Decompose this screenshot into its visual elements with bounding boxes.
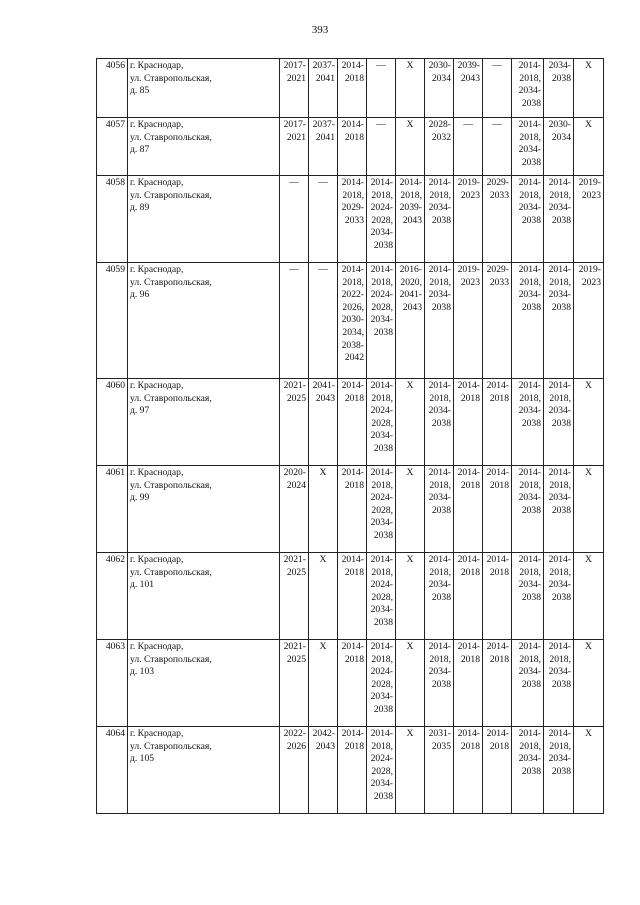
- schedule-cell-col-k: X: [574, 466, 604, 553]
- schedule-cell-col-i: 2014- 2018, 2034- 2038: [512, 263, 544, 379]
- schedule-cell-col-d: 2014- 2018, 2024- 2028, 2034- 2038: [367, 553, 396, 640]
- address-line: ул. Ставропольская,: [130, 392, 212, 404]
- address-cell: [128, 466, 280, 553]
- schedule-cell-col-b: 2037- 2041: [309, 59, 338, 118]
- schedule-cell-col-a: 2017- 2021: [280, 118, 309, 176]
- schedule-cell-col-f: 2028- 2032: [425, 118, 454, 176]
- row-number: 4062: [97, 553, 128, 640]
- schedule-cell-col-i: 2014- 2018, 2034- 2038: [512, 176, 544, 263]
- schedule-cell-col-e: X: [396, 727, 425, 814]
- address-line: ул. Ставропольская,: [130, 131, 212, 143]
- address-line: д. 101: [130, 579, 155, 591]
- schedule-cell-col-b: —: [309, 176, 338, 263]
- schedule-cell-col-c: 2014- 2018: [338, 640, 367, 727]
- schedule-cell-col-c: 2014- 2018: [338, 118, 367, 176]
- schedule-cell-col-a: —: [280, 176, 309, 263]
- schedule-cell-col-i: 2014- 2018, 2034- 2038: [512, 59, 544, 118]
- table-row: [97, 379, 604, 466]
- schedule-cell-col-b: X: [309, 466, 338, 553]
- address-cell: [128, 640, 280, 727]
- schedule-cell-col-a: 2021- 2025: [280, 379, 309, 466]
- schedule-cell-col-j: 2014- 2018, 2034- 2038: [544, 466, 574, 553]
- table-row: [97, 727, 604, 814]
- schedule-cell-col-e: 2014- 2018, 2039- 2043: [396, 176, 425, 263]
- schedule-cell-col-j: 2034- 2038: [544, 59, 574, 118]
- schedule-cell-col-a: 2021- 2025: [280, 553, 309, 640]
- schedule-cell-col-c: 2014- 2018: [338, 727, 367, 814]
- address-line: г. Краснодар,: [130, 177, 184, 188]
- row-number: 4063: [97, 640, 128, 727]
- schedule-cell-col-h: 2029- 2033: [483, 176, 512, 263]
- schedule-cell-col-e: X: [396, 118, 425, 176]
- schedule-cell-col-f: 2014- 2018, 2034- 2038: [425, 176, 454, 263]
- schedule-cell-col-a: 2020- 2024: [280, 466, 309, 553]
- schedule-cell-col-c: 2014- 2018: [338, 553, 367, 640]
- page-number: 393: [311, 24, 329, 36]
- schedule-cell-col-i: 2014- 2018, 2034- 2038: [512, 640, 544, 727]
- schedule-cell-col-g: 2014- 2018: [454, 640, 483, 727]
- schedule-cell-col-e: X: [396, 466, 425, 553]
- schedule-cell-col-i: 2014- 2018, 2034- 2038: [512, 553, 544, 640]
- schedule-cell-col-g: 2014- 2018: [454, 466, 483, 553]
- schedule-cell-col-d: 2014- 2018, 2024- 2028, 2034- 2038: [367, 176, 396, 263]
- table-row: [97, 118, 604, 176]
- schedule-cell-col-h: 2014- 2018: [483, 640, 512, 727]
- schedule-cell-col-b: —: [309, 263, 338, 379]
- schedule-cell-col-j: 2014- 2018, 2034- 2038: [544, 379, 574, 466]
- schedule-cell-col-d: 2014- 2018, 2024- 2028, 2034- 2038: [367, 640, 396, 727]
- schedule-cell-col-b: 2037- 2041: [309, 118, 338, 176]
- address-cell: [128, 176, 280, 263]
- schedule-cell-col-c: 2014- 2018: [338, 379, 367, 466]
- address-line: д. 89: [130, 202, 150, 214]
- schedule-cell-col-j: 2014- 2018, 2034- 2038: [544, 176, 574, 263]
- schedule-cell-col-i: 2014- 2018, 2034- 2038: [512, 379, 544, 466]
- schedule-cell-col-g: 2039- 2043: [454, 59, 483, 118]
- schedule-cell-col-h: 2014- 2018: [483, 379, 512, 466]
- schedule-cell-col-d: 2014- 2018, 2024- 2028, 2034- 2038: [367, 727, 396, 814]
- schedule-cell-col-g: 2014- 2018: [454, 553, 483, 640]
- schedule-cell-col-f: 2014- 2018, 2034- 2038: [425, 640, 454, 727]
- schedule-cell-col-e: X: [396, 553, 425, 640]
- schedule-cell-col-f: 2031- 2035: [425, 727, 454, 814]
- schedule-cell-col-a: 2021- 2025: [280, 640, 309, 727]
- schedule-cell-col-h: 2014- 2018: [483, 466, 512, 553]
- schedule-cell-col-k: 2019- 2023: [574, 176, 604, 263]
- address-line: ул. Ставропольская,: [130, 740, 212, 752]
- schedule-cell-col-g: 2019- 2023: [454, 263, 483, 379]
- schedule-cell-col-e: 2016- 2020, 2041- 2043: [396, 263, 425, 379]
- schedule-cell-col-k: X: [574, 118, 604, 176]
- schedule-cell-col-d: —: [367, 118, 396, 176]
- schedule-cell-col-g: —: [454, 118, 483, 176]
- schedule-cell-col-f: 2014- 2018, 2034- 2038: [425, 379, 454, 466]
- schedule-cell-col-j: 2014- 2018, 2034- 2038: [544, 553, 574, 640]
- repair-schedule-table: [96, 58, 604, 814]
- schedule-cell-col-a: 2017- 2021: [280, 59, 309, 118]
- address-line: д. 87: [130, 144, 150, 156]
- schedule-cell-col-g: 2014- 2018: [454, 379, 483, 466]
- table-row: [97, 176, 604, 263]
- schedule-cell-col-h: 2029- 2033: [483, 263, 512, 379]
- schedule-cell-col-h: —: [483, 59, 512, 118]
- address-line: г. Краснодар,: [130, 641, 184, 652]
- address-line: ул. Ставропольская,: [130, 276, 212, 288]
- schedule-cell-col-a: 2022- 2026: [280, 727, 309, 814]
- schedule-cell-col-d: 2014- 2018, 2024- 2028, 2034- 2038: [367, 379, 396, 466]
- address-line: ул. Ставропольская,: [130, 72, 212, 84]
- schedule-cell-col-c: 2014- 2018, 2022- 2026, 2030- 2034, 2038- 2042: [338, 263, 367, 379]
- table-row: [97, 466, 604, 553]
- schedule-cell-col-j: 2014- 2018, 2034- 2038: [544, 640, 574, 727]
- schedule-cell-col-k: X: [574, 640, 604, 727]
- schedule-cell-col-c: 2014- 2018: [338, 59, 367, 118]
- schedule-cell-col-d: —: [367, 59, 396, 118]
- address-line: г. Краснодар,: [130, 728, 184, 739]
- schedule-cell-col-k: X: [574, 727, 604, 814]
- schedule-cell-col-f: 2030- 2034: [425, 59, 454, 118]
- row-number: 4056: [97, 59, 128, 118]
- schedule-cell-col-b: X: [309, 553, 338, 640]
- schedule-cell-col-f: 2014- 2018, 2034- 2038: [425, 553, 454, 640]
- schedule-cell-col-k: 2019- 2023: [574, 263, 604, 379]
- schedule-cell-col-h: 2014- 2018: [483, 727, 512, 814]
- table-body: [97, 59, 604, 814]
- schedule-cell-col-f: 2014- 2018, 2034- 2038: [425, 263, 454, 379]
- address-line: г. Краснодар,: [130, 264, 184, 275]
- address-line: г. Краснодар,: [130, 60, 184, 71]
- address-cell: [128, 727, 280, 814]
- schedule-cell-col-e: X: [396, 379, 425, 466]
- schedule-cell-col-j: 2014- 2018, 2034- 2038: [544, 727, 574, 814]
- address-line: г. Краснодар,: [130, 467, 184, 478]
- address-line: д. 97: [130, 405, 150, 417]
- schedule-cell-col-i: 2014- 2018, 2034- 2038: [512, 466, 544, 553]
- table-row: [97, 59, 604, 118]
- schedule-cell-col-f: 2014- 2018, 2034- 2038: [425, 466, 454, 553]
- schedule-cell-col-h: —: [483, 118, 512, 176]
- address-cell: [128, 553, 280, 640]
- schedule-cell-col-k: X: [574, 553, 604, 640]
- address-line: ул. Ставропольская,: [130, 653, 212, 665]
- schedule-cell-col-b: X: [309, 640, 338, 727]
- schedule-cell-col-i: 2014- 2018, 2034- 2038: [512, 118, 544, 176]
- address-line: ул. Ставропольская,: [130, 566, 212, 578]
- address-cell: [128, 263, 280, 379]
- address-line: д. 99: [130, 492, 150, 504]
- schedule-cell-col-d: 2014- 2018, 2024- 2028, 2034- 2038: [367, 466, 396, 553]
- schedule-cell-col-k: X: [574, 59, 604, 118]
- schedule-cell-col-a: —: [280, 263, 309, 379]
- row-number: 4061: [97, 466, 128, 553]
- row-number: 4064: [97, 727, 128, 814]
- row-number: 4057: [97, 118, 128, 176]
- address-line: д. 105: [130, 753, 155, 765]
- table-row: [97, 640, 604, 727]
- schedule-cell-col-j: 2014- 2018, 2034- 2038: [544, 263, 574, 379]
- address-cell: [128, 118, 280, 176]
- schedule-cell-col-d: 2014- 2018, 2024- 2028, 2034- 2038: [367, 263, 396, 379]
- address-line: г. Краснодар,: [130, 554, 184, 565]
- schedule-cell-col-g: 2019- 2023: [454, 176, 483, 263]
- schedule-cell-col-k: X: [574, 379, 604, 466]
- schedule-cell-col-c: 2014- 2018: [338, 466, 367, 553]
- schedule-cell-col-c: 2014- 2018, 2029- 2033: [338, 176, 367, 263]
- address-line: ул. Ставропольская,: [130, 189, 212, 201]
- address-line: г. Краснодар,: [130, 119, 184, 130]
- row-number: 4058: [97, 176, 128, 263]
- address-cell: [128, 59, 280, 118]
- schedule-cell-col-e: X: [396, 640, 425, 727]
- schedule-cell-col-g: 2014- 2018: [454, 727, 483, 814]
- row-number: 4060: [97, 379, 128, 466]
- address-line: д. 85: [130, 85, 150, 97]
- table-row: [97, 263, 604, 379]
- address-cell: [128, 379, 280, 466]
- table-row: [97, 553, 604, 640]
- schedule-cell-col-b: 2042- 2043: [309, 727, 338, 814]
- address-line: ул. Ставропольская,: [130, 479, 212, 491]
- schedule-cell-col-j: 2030- 2034: [544, 118, 574, 176]
- schedule-cell-col-i: 2014- 2018, 2034- 2038: [512, 727, 544, 814]
- row-number: 4059: [97, 263, 128, 379]
- address-line: д. 103: [130, 666, 155, 678]
- schedule-cell-col-e: X: [396, 59, 425, 118]
- schedule-cell-col-h: 2014- 2018: [483, 553, 512, 640]
- address-line: д. 96: [130, 289, 150, 301]
- address-line: г. Краснодар,: [130, 380, 184, 391]
- schedule-cell-col-b: 2041- 2043: [309, 379, 338, 466]
